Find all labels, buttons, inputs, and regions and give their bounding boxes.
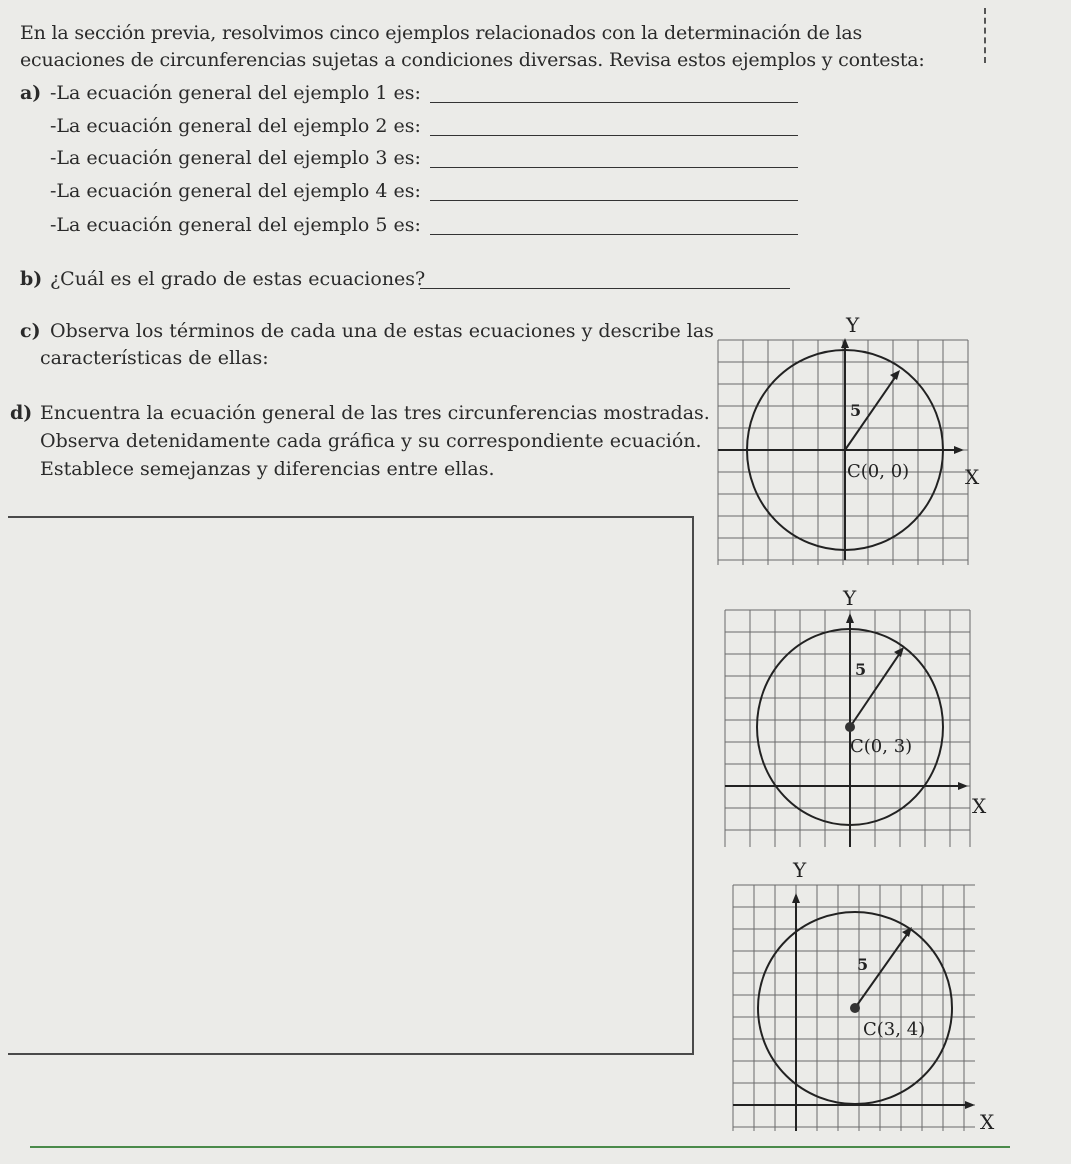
question-d-text-1: Encuentra la ecuación general de las tres circunferencias mostradas. — [40, 402, 710, 424]
question-d-line-1 — [10, 400, 710, 426]
x-axis-label: X — [965, 465, 980, 489]
answer-box-d[interactable] — [8, 516, 694, 1055]
center-point — [845, 722, 855, 732]
question-a-line-1 — [20, 80, 421, 106]
answer-blank-b[interactable] — [420, 288, 790, 289]
question-c-line-1 — [20, 318, 714, 344]
question-a-line-4 — [50, 178, 421, 204]
question-b-text: ¿Cuál es el grado de estas ecuaciones? — [50, 268, 426, 290]
circle-graph-3 — [705, 855, 995, 1145]
question-c-text-2: características de ellas: — [40, 347, 269, 369]
question-a-line-2 — [50, 113, 421, 139]
question-b-letter: b) — [20, 268, 43, 290]
center-label: C(3, 4) — [863, 1019, 926, 1040]
question-d-line-3 — [40, 456, 495, 482]
y-axis-arrow — [792, 893, 800, 903]
center-label: C(0, 3) — [850, 736, 913, 757]
dashed-margin-mark — [984, 8, 986, 63]
x-axis-arrow — [958, 782, 968, 790]
radius-label: 5 — [857, 955, 869, 974]
radius-arrow — [890, 370, 900, 380]
question-a-item-1: -La ecuación general del ejemplo 1 es: — [50, 82, 421, 104]
question-c-letter: c) — [20, 320, 41, 342]
answer-blank-a3[interactable] — [430, 167, 798, 168]
radius-label: 5 — [850, 401, 862, 420]
question-d-text-2: Observa detenidamente cada gráfica y su correspondiente ecuación. — [40, 430, 702, 452]
y-axis-label: Y — [846, 313, 860, 337]
y-axis-label: Y — [843, 586, 857, 610]
circle-graph-2 — [700, 585, 990, 850]
question-a-item-3: -La ecuación general del ejemplo 3 es: — [50, 147, 421, 169]
radius-label: 5 — [855, 660, 867, 679]
question-a-item-5: -La ecuación general del ejemplo 5 es: — [50, 214, 421, 236]
x-axis-label: X — [972, 794, 987, 818]
center-label: C(0, 0) — [847, 461, 910, 482]
answer-blank-a5[interactable] — [430, 234, 798, 235]
question-d-text-3: Establece semejanzas y diferencias entre ellas. — [40, 458, 495, 480]
circle-graph-1 — [700, 310, 990, 575]
question-a-letter: a) — [20, 82, 42, 104]
question-d-line-2 — [40, 428, 702, 454]
radius-arrow — [894, 647, 904, 657]
question-d-letter: d) — [10, 402, 33, 424]
question-a-line-5 — [50, 212, 421, 238]
y-axis-label: Y — [793, 858, 807, 882]
answer-blank-a2[interactable] — [430, 135, 798, 136]
x-axis-arrow — [954, 446, 964, 454]
y-axis-arrow — [846, 613, 854, 623]
question-c-line-2 — [40, 345, 269, 371]
intro-paragraph: En la sección previa, resolvimos cinco ejemplos relacionados con la determinación de las ecuaciones de circunferencias sujetas a condiciones diversas. Revisa estos ejemplos y contesta: — [20, 22, 925, 71]
question-b-line — [20, 266, 425, 292]
grid — [718, 340, 968, 565]
center-point — [850, 1003, 860, 1013]
page-bottom-line — [30, 1146, 1010, 1148]
answer-blank-a4[interactable] — [430, 200, 798, 201]
answer-blank-a1[interactable] — [430, 102, 798, 103]
question-c-text-1: Observa los términos de cada una de estas ecuaciones y describe las — [50, 320, 714, 342]
x-axis-label: X — [980, 1110, 995, 1134]
question-a-item-2: -La ecuación general del ejemplo 2 es: — [50, 115, 421, 137]
question-a-line-3 — [50, 145, 421, 171]
x-axis-arrow — [965, 1101, 975, 1109]
question-a-item-4: -La ecuación general del ejemplo 4 es: — [50, 180, 421, 202]
